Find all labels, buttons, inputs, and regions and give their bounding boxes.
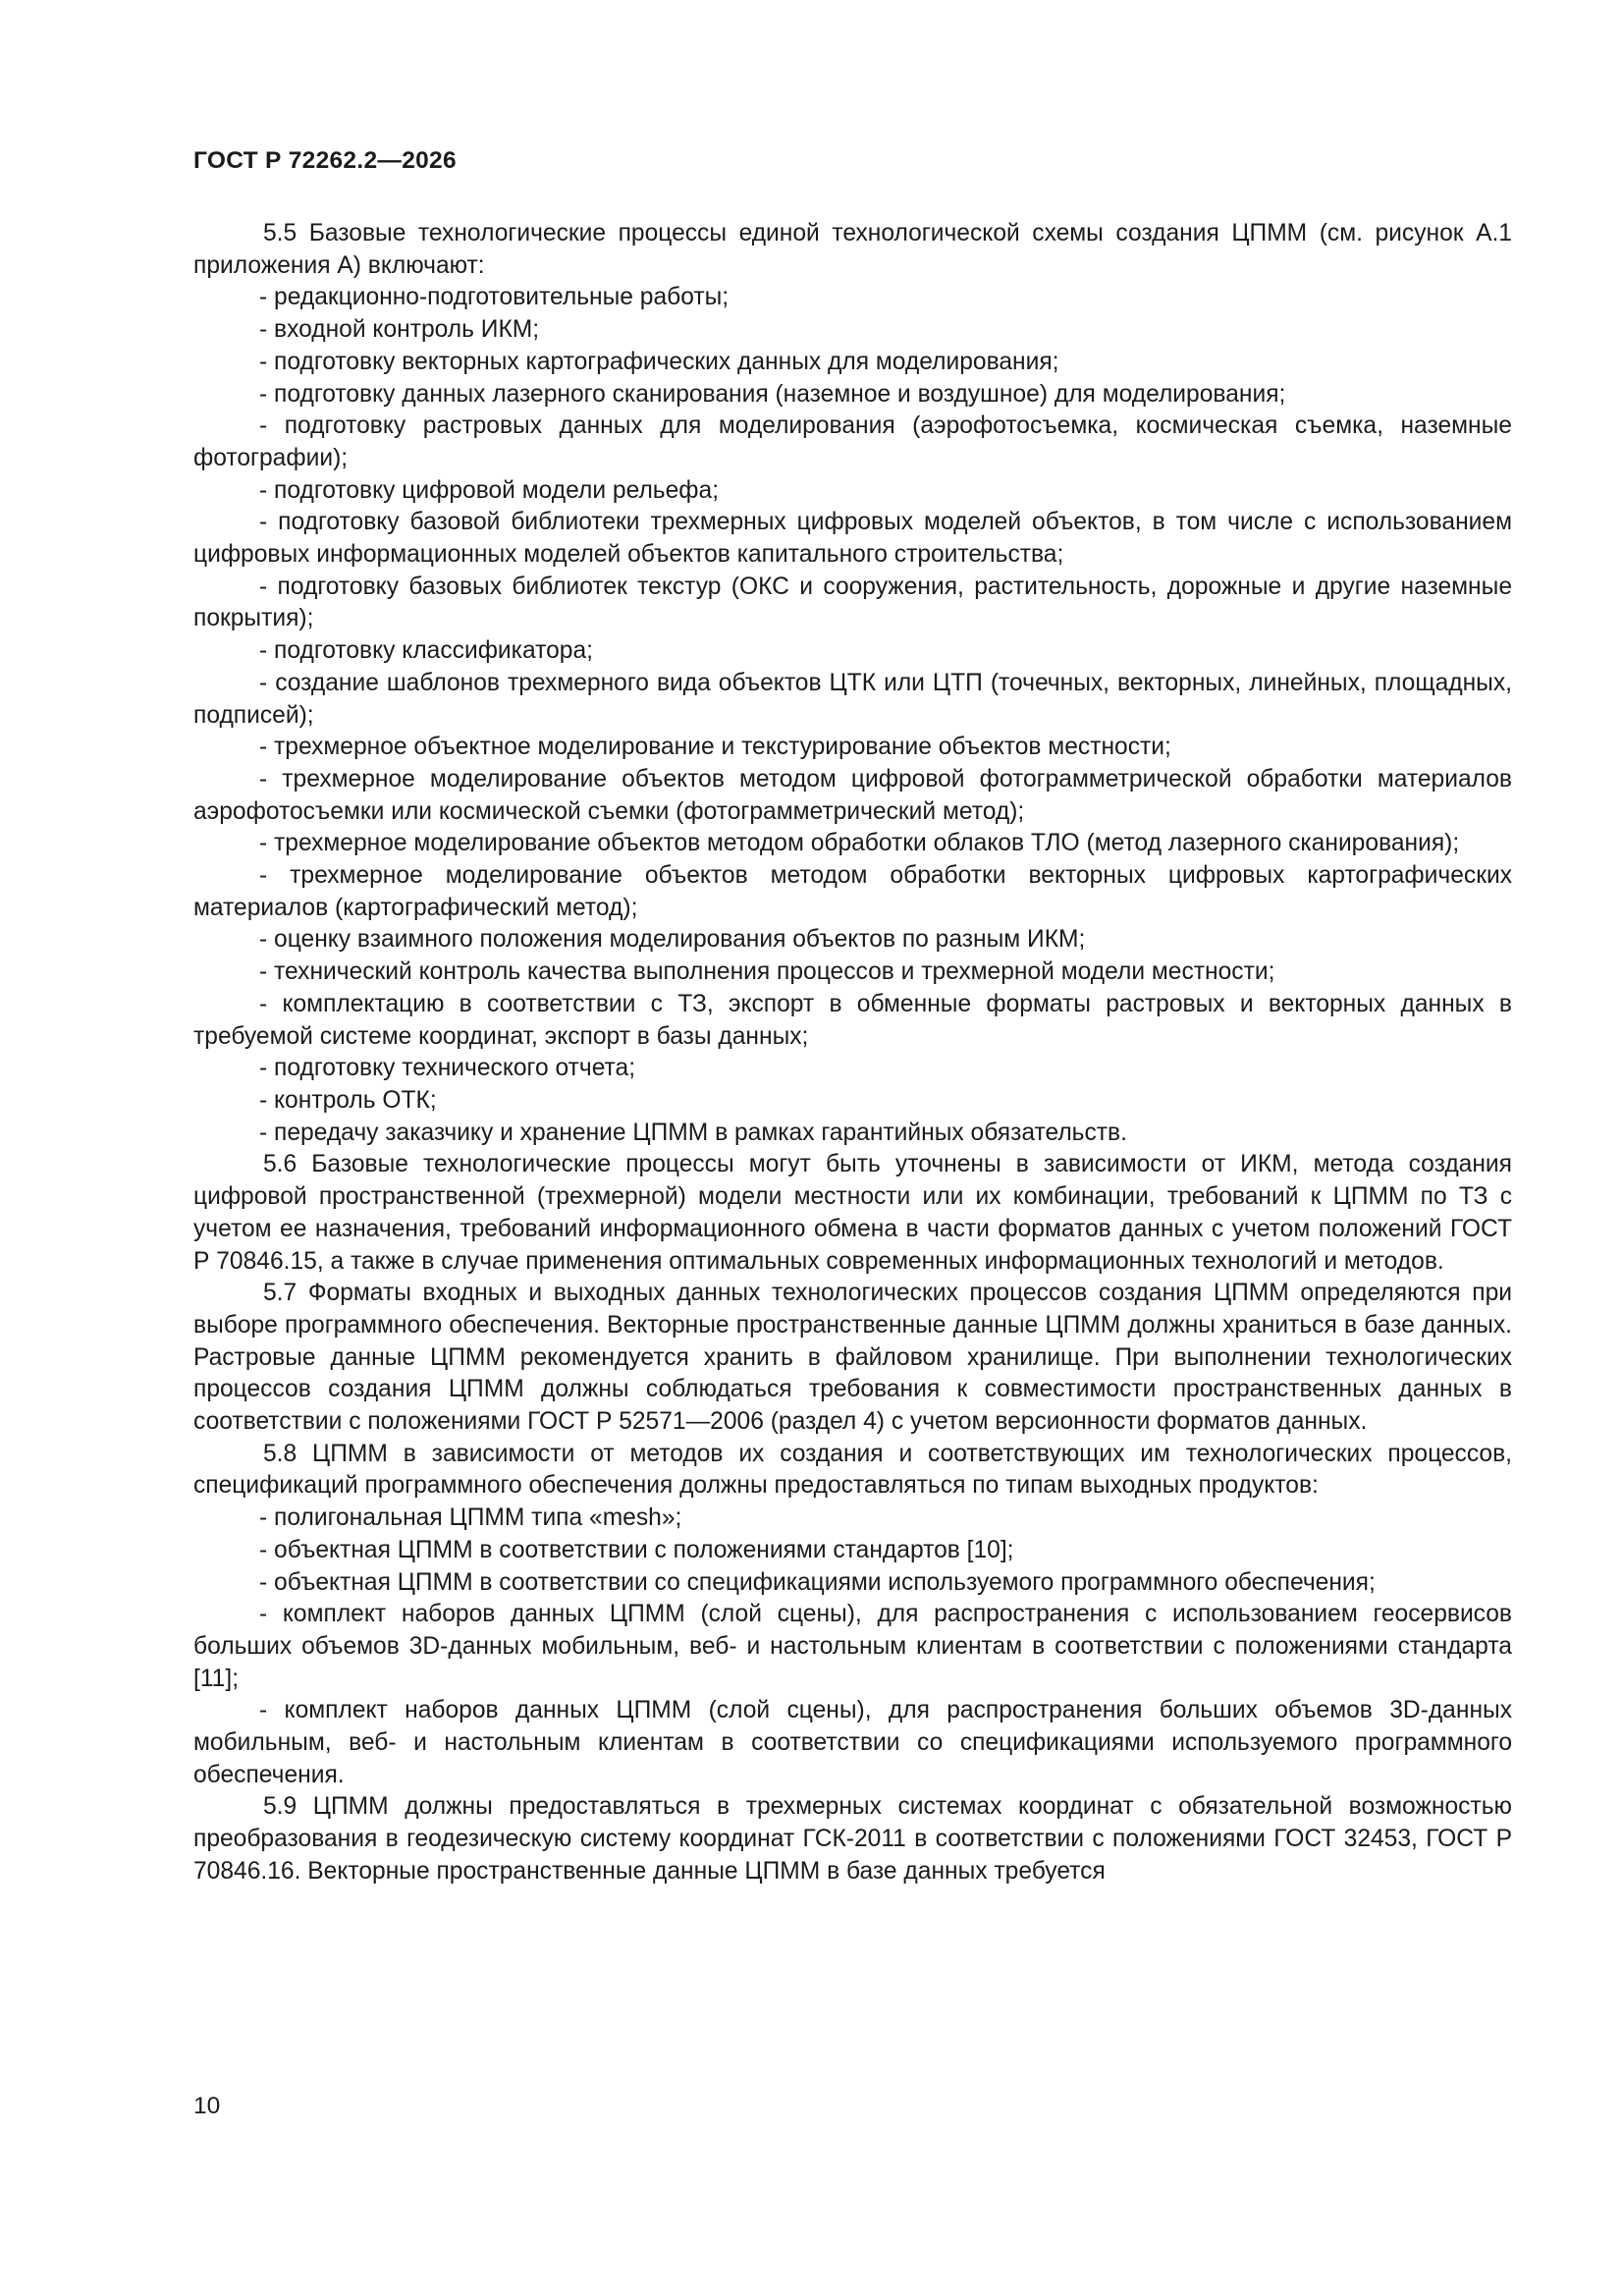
list-item: - подготовку базовой библиотеки трехмерных цифровых моделей объектов, в том числе с использованием цифровых информационных моделей объектов капитального строительства; — [193, 509, 1512, 569]
list-item: - подготовку векторных картографических данных для моделирования; — [259, 348, 1059, 375]
list-item: - объектная ЦПММ в соответствии со спецификациями используемого программного обеспечения; — [259, 1568, 1376, 1596]
body-paragraph: 5.6 Базовые технологические процессы могут быть уточнены в зависимости от ИКМ, метода создания цифровой пространственной (трехмерной) модели местности или их комбинации, требований к ЦПММ по ТЗ с учетом ее назначения, требований информационного обмена в части форматов данных с учетом положений ГОСТ Р 70846.15, а также в случае применения оптимальных современных информационных технологий и методов. — [193, 1151, 1512, 1275]
list-item: - комплектацию в соответствии с ТЗ, экспорт в обменные форматы растровых и векторных данных в требуемой системе координат, экспорт в базы данных; — [193, 990, 1512, 1050]
list-item: - передачу заказчику и хранение ЦПММ в рамках гарантийных обязательств. — [259, 1119, 1127, 1146]
list-item: - комплект наборов данных ЦПММ (слой сцены), для распространения больших объемов 3D-данных мобильным, веб- и настольным клиентам в соответствии со спецификациями используемого программного обеспечения. — [193, 1697, 1512, 1788]
list-item: - подготовку классификатора; — [259, 637, 593, 665]
list-item: - подготовку технического отчета; — [259, 1055, 636, 1082]
list-item: - подготовку базовых библиотек текстур (ОКС и сооружения, растительность, дорожные и другие наземные покрытия); — [193, 573, 1512, 632]
list-item: - подготовку данных лазерного сканирования (наземное и воздушное) для моделирования; — [259, 380, 1286, 408]
list-item: - трехмерное объектное моделирование и текстурирование объектов местности; — [259, 734, 1171, 761]
list-item: - трехмерное моделирование объектов методом обработки векторных цифровых картографических материалов (картографический метод); — [193, 862, 1512, 921]
list-item: - подготовку цифровой модели рельефа; — [259, 476, 720, 504]
body-paragraph: 5.8 ЦПММ в зависимости от методов их создания и соответствующих им технологических процессов, спецификаций программного обеспечения должны предоставляться по типам выходных продуктов: — [193, 1440, 1512, 1500]
list-item: - трехмерное моделирование объектов методом обработки облаков ТЛО (метод лазерного сканирования); — [259, 830, 1460, 857]
list-item: - создание шаблонов трехмерного вида объектов ЦТК или ЦТП (точечных, векторных, линейных, площадных, подписей); — [193, 669, 1512, 729]
list-item: - оценку взаимного положения моделирования объектов по разным ИКМ; — [259, 926, 1086, 954]
list-item: - трехмерное моделирование объектов методом цифровой фотограмметрической обработки материалов аэрофотосъемки или космической съемки (фотограмметрический метод); — [193, 765, 1512, 825]
list-item: - технический контроль качества выполнения процессов и трехмерной модели местности; — [259, 958, 1275, 986]
list-item: - редакционно-подготовительные работы; — [259, 284, 730, 311]
document-header: ГОСТ Р 72262.2—2026 — [193, 147, 457, 174]
page-number: 10 — [193, 2093, 221, 2119]
list-item: - объектная ЦПММ в соответствии с положениями стандартов [10]; — [259, 1536, 1014, 1563]
body-paragraph: 5.5 Базовые технологические процессы единой технологической схемы создания ЦПММ (см. рисунок А.1 приложения А) включают: — [193, 220, 1512, 279]
list-item: - полигональная ЦПММ типа «mesh»; — [259, 1504, 682, 1532]
list-item: - входной контроль ИКМ; — [259, 316, 540, 344]
list-item: - комплект наборов данных ЦПММ (слой сцены), для распространения с использованием геосервисов больших объемов 3D-данных мобильным, веб- и настольным клиентам в соответствии с положениями стандарта [11]; — [193, 1601, 1512, 1692]
document-body — [193, 218, 1512, 1888]
body-paragraph: 5.9 ЦПММ должны предоставляться в трехмерных системах координат с обязательной возможностью преобразования в геодезическую систему координат ГСК-2011 в соответствии с положениями ГОСТ 32453, ГОСТ Р 70846.16. Векторные пространственные данные ЦПММ в базе данных требуется — [193, 1793, 1512, 1885]
list-item: - контроль ОТК; — [259, 1086, 437, 1114]
body-paragraph: 5.7 Форматы входных и выходных данных технологических процессов создания ЦПММ определяются при выборе программного обеспечения. Векторные пространственные данные ЦПММ должны храниться в базе данных. Растровые данные ЦПММ рекомендуется хранить в файловом хранилище. При выполнении технологических процессов создания ЦПММ должны соблюдаться требования к совместимости пространственных данных в соответствии с положениями ГОСТ Р 52571—2006 (раздел 4) с учетом версионности форматов данных. — [193, 1280, 1512, 1436]
list-item: - подготовку растровых данных для моделирования (аэрофотосъемка, космическая съемка, наземные фотографии); — [193, 412, 1512, 471]
